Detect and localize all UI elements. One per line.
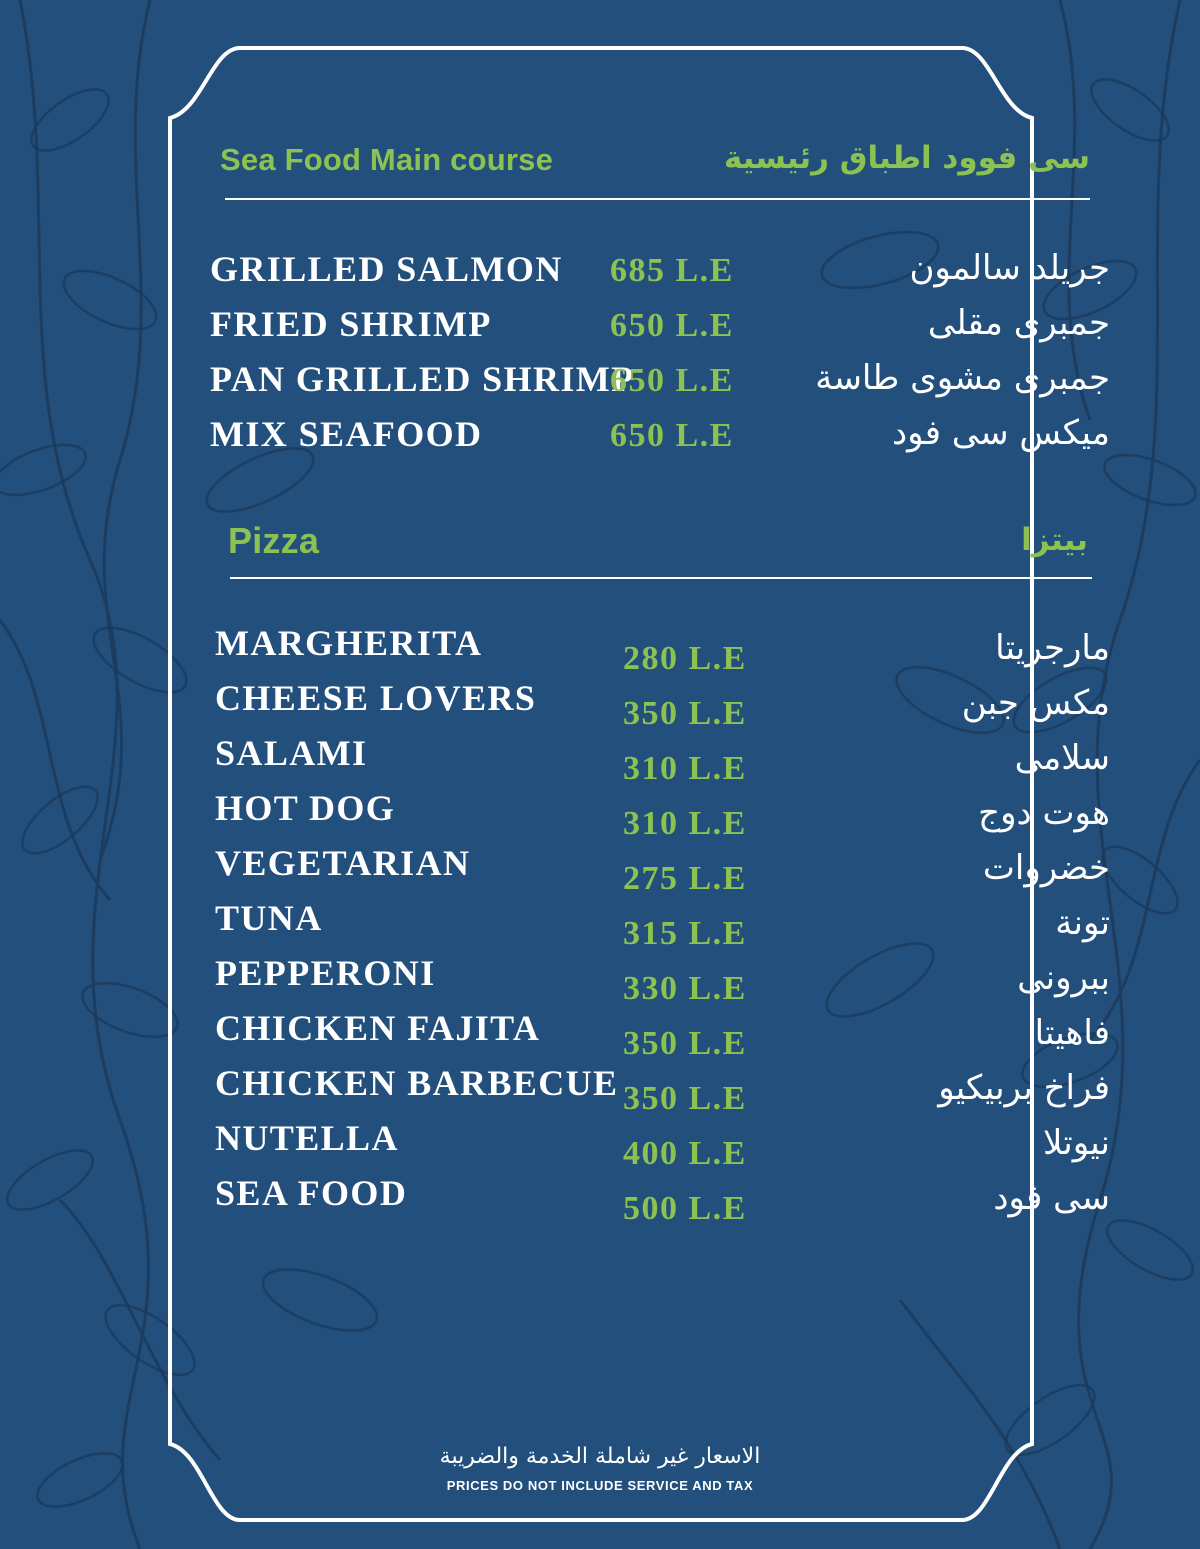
item-name-ar: فراخ بربيكيو [938, 1068, 1110, 1108]
item-name: CHEESE LOVERS [215, 678, 537, 718]
item-price: 310 L.E [623, 750, 747, 787]
item-name: NUTELLA [215, 1118, 399, 1158]
pizza-items-list [215, 622, 1110, 1227]
item-price: 280 L.E [623, 640, 747, 677]
item-name-ar: هوت دوج [978, 793, 1110, 833]
item-name-ar: جمبرى مشوى طاسة [815, 358, 1110, 398]
item-price: 330 L.E [623, 970, 747, 1007]
item-price: 400 L.E [623, 1135, 747, 1172]
item-name: GRILLED SALMON [210, 249, 563, 289]
pizza-divider [230, 577, 1092, 579]
item-name: CHICKEN FAJITA [215, 1008, 541, 1048]
item-name-ar: مارجريتا [995, 628, 1110, 668]
item-name-ar: تونة [1055, 903, 1110, 943]
item-price: 310 L.E [623, 805, 747, 842]
item-name: PEPPERONI [215, 953, 436, 993]
footer-note-en: PRICES DO NOT INCLUDE SERVICE AND TAX [446, 1478, 754, 1493]
item-price: 350 L.E [623, 1080, 747, 1117]
seafood-title-ar: سى فوود اطباق رئيسية [723, 140, 1090, 176]
item-name-ar: ببرونى [1017, 958, 1110, 998]
item-name: SALAMI [215, 733, 368, 773]
item-price: 650 L.E [610, 307, 734, 344]
item-name: MIX SEAFOOD [210, 414, 483, 454]
item-name-ar: سى فود [993, 1178, 1110, 1218]
item-name: PAN GRILLED SHRIMP [210, 359, 635, 399]
item-name: FRIED SHRIMP [210, 304, 492, 344]
item-name: TUNA [215, 898, 323, 938]
footer-note-ar: الاسعار غير شاملة الخدمة والضريبة [439, 1444, 761, 1469]
item-price: 350 L.E [623, 1025, 747, 1062]
item-price: 500 L.E [623, 1190, 747, 1227]
item-name-ar: جمبرى مقلى [927, 303, 1110, 343]
item-price: 350 L.E [623, 695, 747, 732]
item-name: SEA FOOD [215, 1173, 408, 1213]
item-name-ar: ميكس سى فود [892, 413, 1110, 453]
item-price: 315 L.E [623, 915, 747, 952]
pizza-title-en: Pizza [228, 520, 320, 561]
item-price: 685 L.E [610, 252, 734, 289]
item-name: CHICKEN BARBECUE [215, 1063, 619, 1103]
item-name: MARGHERITA [215, 623, 483, 663]
item-name-ar: نيوتلا [1042, 1123, 1110, 1163]
item-price: 650 L.E [610, 362, 734, 399]
seafood-title-en: Sea Food Main course [220, 142, 554, 177]
item-name: HOT DOG [215, 788, 396, 828]
item-price: 275 L.E [623, 860, 747, 897]
item-name: VEGETARIAN [215, 843, 471, 883]
seafood-divider [225, 198, 1090, 200]
pizza-title-ar: بيتزا [1021, 522, 1088, 558]
item-name-ar: فاهيتا [1034, 1013, 1110, 1053]
item-name-ar: مكس جبن [961, 683, 1110, 723]
item-name-ar: خضروات [982, 848, 1110, 888]
item-name-ar: جريلد سالمون [909, 248, 1110, 288]
item-name-ar: سلامى [1014, 738, 1110, 778]
item-price: 650 L.E [610, 417, 734, 454]
seafood-items-list [210, 248, 1110, 468]
